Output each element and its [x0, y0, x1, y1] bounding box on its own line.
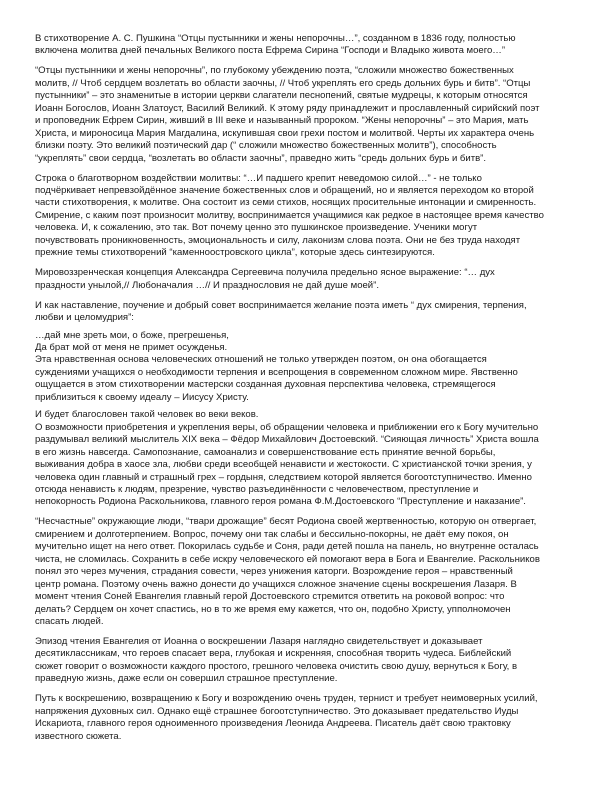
paragraph-instruction: И как наставление, поучение и добрый совет воспринимается желание поэта иметь “ дух смирения, терпения, любви и целомудрия”:	[35, 299, 527, 324]
paragraph-blessed: И будет благословен такой человек во веки веков.	[35, 409, 259, 421]
document-page	[35, 33, 575, 751]
paragraph-dostoevsky: О возможности приобретения и укрепления веры, об обращении человека и приближении его к Богу мучительно раздумывал великий мыслитель XIX века – Фёдор Михайлович Достоевский. “Сияющая личность” Христа вошла в его жизнь навсегда. Самопознание, самоанализ и совершенствование есть принятие вечной борьбы, выживания добра в хаосе зла, любви среди всеобщей ненависти и жестокости. С христианской точки зрения, у человека один главный и страшный грех – гордыня, следствием которой является богоотступничество. Именно отсюда ненависть к людям, презрение, чувство разъединённости с человечеством, преступление и непокорность Родиона Раскольникова, главного героя романа Ф.М.Достоевского “Преступление и наказание”.	[35, 421, 539, 508]
paragraph-path-resurrection: Путь к воскрешению, возвращению к Богу и возрождению очень труден, тернист и требует неимоверных усилий, напряжения духовных сил. Однако ещё страшнее богоотступничество. Это доказывает предательство Иуды Искариота, главного героя одноименного произведения Леонида Андреева. Писатель даёт свою трактовку известного сюжета.	[35, 693, 538, 742]
paragraph-prayer-power: Строка о благотворном воздействии молитвы: “…И падшего крепит неведомою силой…” - не только подчёркивает непревзойдённое значение божественных слов и обращений, но и является переходом ко второй части стихотворения, к молитве. Она состоит из семи стихов, носящих просительные интонации и смиренность. Смирение, с каким поэт произносит молитву, воспринимается учащимися как редкое в настоящее время качество человека. И, к сожалению, это так. Вот почему ценно это пушкинское произведение. Ученики могут почувствовать проникновенность, эмоциональность и силу, лаконизм слова поэта. Они не без труда находят прежние темы стихотворений “каменноостровского цикла”, которые здесь синтезируются.	[35, 172, 544, 259]
paragraph-worldview: Мировоззренческая концепция Александра Сергеевича получила предельно ясное выражение: “… дух праздности унылой,// Любоначалия …// И празднословия не дай душе моей”.	[35, 267, 495, 291]
paragraph-pushkin-intro: В стихотворение А. С. Пушкина “Отцы пустынники и жены непорочны…”, созданном в 1836 году, полностью включена молитва дней печальных Великого поста Ефрема Сирина “Господи и Владыко живота моего…”	[35, 33, 516, 57]
paragraph-verse-quote: …дай мне зреть мои, о боже, прегрешенья, Да брат мой от меня не примет осужденья. Эта нравственная основа человеческих отношений не только утвержден поэтом, он она обогащается суждениями учащихся о необходимости терпения и всепрощения в современном сложном мире. Явственно ощущается в этом стихотворении мастерски созданная духовная перспектива человека, стремящегося приблизиться к своему идеалу – Иисусу Христу.	[35, 329, 518, 403]
paragraph-lazarus-episode: Эпизод чтения Евангелия от Иоанна о воскрешении Лазаря наглядно свидетельствует и доказывает десятиклассникам, что героев спасает вера, глубокая и искренняя, способная творить чудеса. Библейский сюжет говорит о возможности каждого простого, грешного человека очистить свою душу, вернуться к Богу, в праведную жизнь, даже если он совершил страшное преступление.	[35, 635, 518, 685]
paragraph-fathers-hermits: “Отцы пустынники и жены непорочны”, по глубокому убеждению поэта, “сложили множество божественных молитв, // Чтоб сердцем возлетать во области заочны, // Чтоб укреплять его средь дольних бурь и битв”. “Отцы пустынники” – это знаменитые в истории церкви слагатели песнопений, святые мудрецы, к которым относятся Иоанн Богослов, Иоанн Златоуст, Василий Великий. К этому ряду принадлежит и прославленный сирийский поэт и проповедник Ефрем Сирин, живший в III веке и называнный пророком. “Жены непорочны” – это Мария, мать Христа, и мироносица Мария Магдалина, искупившая свои грехи постом и молитвой. Черты их характера очень близки поэту. Это великий поэтический дар (“ сложили множество божественных молитв”), способность “укреплять” свои сердца, “возлетать во области заочны”, праведно жить “средь дольних бурь и битв”.	[35, 65, 540, 164]
paragraph-unfortunate: “Несчастные” окружающие люди, “твари дрожащие” бесят Родиона своей жертвенностью, которую он отвергает, смирением и долготерпением. Вопрос, почему они так слабы и бессильно-покорны, не даёт ему покоя, он мучительно ищет на него ответ. Покорилась судьбе и Соня, ради детей пошла на панель, но внутренне осталась чиста, не сломилась. Сохранить в себе искру человеческого ей помогают вера в Бога и Евангелие. Раскольников понял это через мучения, страдания совести, через унижения каторги. Возрождение героя – нравственный центр романа. Поэтому очень важно донести до учащихся сложное значение сцены воскрешения Лазаря. В момент чтения Соней Евангелия главный герой Достоевского стремится ответить на роковой вопрос: что делать? Сердцем он хочет спастись, но в то же время ему кажется, что он, подобно Христу, упполномочен спасать людей.	[35, 516, 540, 627]
